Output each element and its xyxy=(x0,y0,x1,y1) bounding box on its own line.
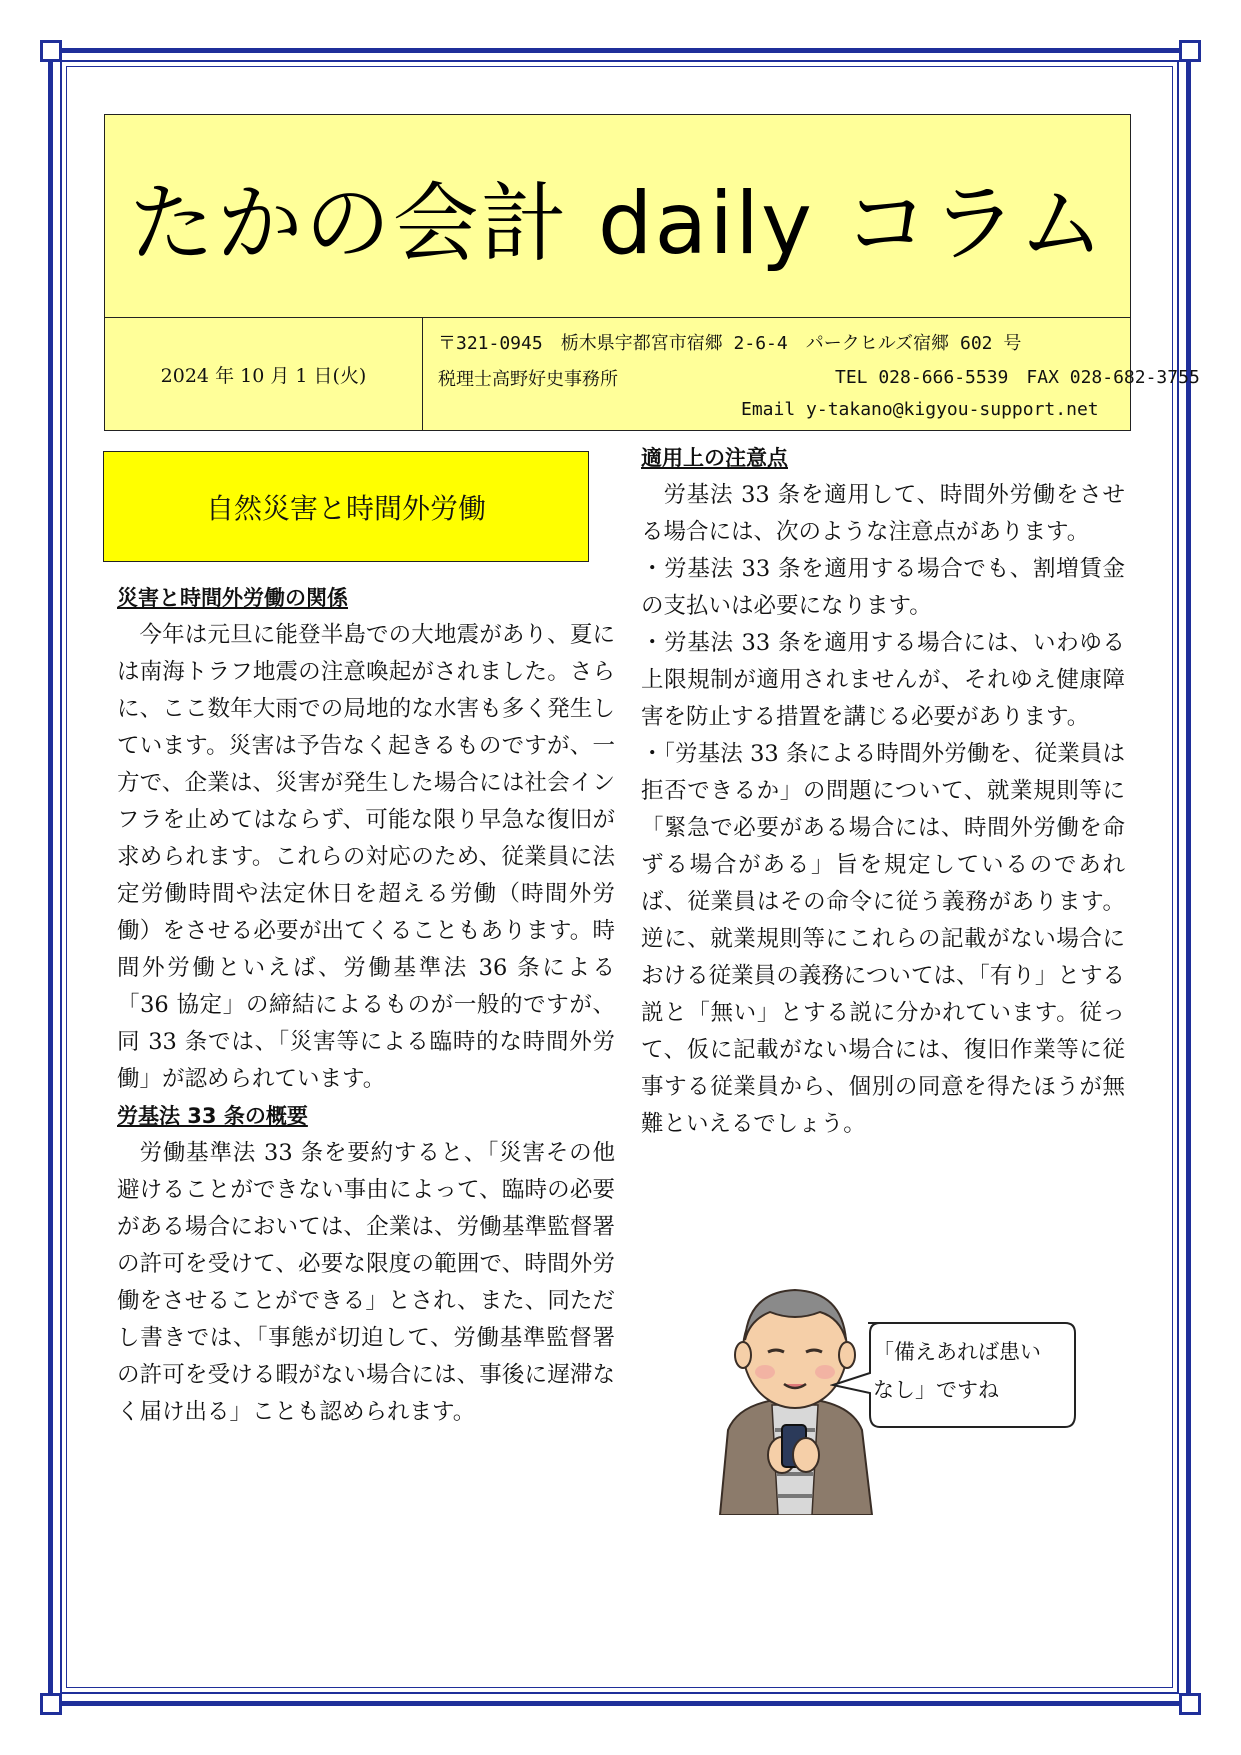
bullet-item: ・労基法 33 条を適用する場合には、いわゆる上限規制が適用されませんが、それゆえ健康障害を防止する措置を講じる必要があります。 xyxy=(641,630,1125,730)
speech-bubble-text: 「備えあれば患い なし」ですね xyxy=(873,1340,1041,1402)
topic-title: 自然災害と時間外労働 xyxy=(205,491,486,525)
border-corner-ornament xyxy=(1179,1693,1201,1715)
tel-fax: TEL 028-666-5539 FAX 028-682-3755 xyxy=(835,367,1200,388)
topic-box xyxy=(103,451,589,562)
info-row xyxy=(104,317,1200,431)
bullet-item: ・労基法 33 条を適用する場合でも、割増賃金の支払いは必要になります。 xyxy=(641,556,1125,619)
right-column xyxy=(641,440,1125,1143)
paragraph: 今年は元旦に能登半島での大地震があり、夏には南海トラフ地震の注意喚起がされました。さらに、ここ数年大雨での局地的な水害も多く発生しています。災害は予告なく起きるものですが、一方で、企業は、災害が発生した場合には社会インフラを止めてはならず、可能な限り早急な復旧が求められます。これらの対応のため、従業員に法定労働時間や法定休日を超える労働（時間外労働）をさせる必要が出てくることもあります。時間外労働といえば、労働基準法 36 条による「36 協定」の締結によるものが一般的ですが、同 33 条では、「災害等による臨時的な時間外労働」が認められています。 xyxy=(117,622,615,1092)
paragraph: 労働基準法 33 条を要約すると、「災害その他避けることができない事由によって、臨時の必要がある場合においては、企業は、労働基準監督署の許可を受けて、必要な限度の範囲で、時間外労働をさせることができる」とされ、また、同ただし書きでは、「事態が切迫して、労働基準監督署の許可を受ける暇がない場合には、事後に遅滞なく届け出る」ことも認められます。 xyxy=(117,1140,615,1425)
title-box xyxy=(104,114,1131,318)
border-corner-ornament xyxy=(1179,40,1201,62)
page-title: たかの会計 daily コラム xyxy=(128,174,1107,274)
border-corner-ornament xyxy=(40,1693,62,1715)
section-heading: 適用上の注意点 xyxy=(641,446,788,470)
postal-address: 〒321-0945 栃木県宇都宮市宿郷 2-6-4 パークヒルズ宿郷 602 号 xyxy=(438,333,1022,354)
left-column xyxy=(117,580,615,1431)
bullet-item: ・「労基法 33 条による時間外労働を、従業員は拒否できるか」の問題について、就業規則等に「緊急で必要がある場合には、時間外労働を命ずる場合がある」旨を規定しているのであれば、従業員はその命令に従う義務があります。逆に、就業規則等にこれらの記載がない場合における従業員の義務については、「有り」とする説と「無い」とする説に分かれています。従って、仮に記載がない場合には、復旧作業等に従事する従業員から、個別の同意を得たほうが無難といえるでしょう。 xyxy=(641,741,1125,1137)
section-heading: 災害と時間外労働の関係 xyxy=(117,586,348,610)
paragraph: 労基法 33 条を適用して、時間外労働をさせる場合には、次のような注意点があります。 xyxy=(641,482,1125,545)
section-heading: 労基法 33 条の概要 xyxy=(117,1104,308,1128)
email-address[interactable]: Email y-takano@kigyou-support.net xyxy=(741,399,1099,420)
office-name: 税理士高野好史事務所 xyxy=(438,369,618,390)
issue-date: 2024 年 10 月 1 日(火) xyxy=(105,318,423,430)
border-corner-ornament xyxy=(40,40,62,62)
